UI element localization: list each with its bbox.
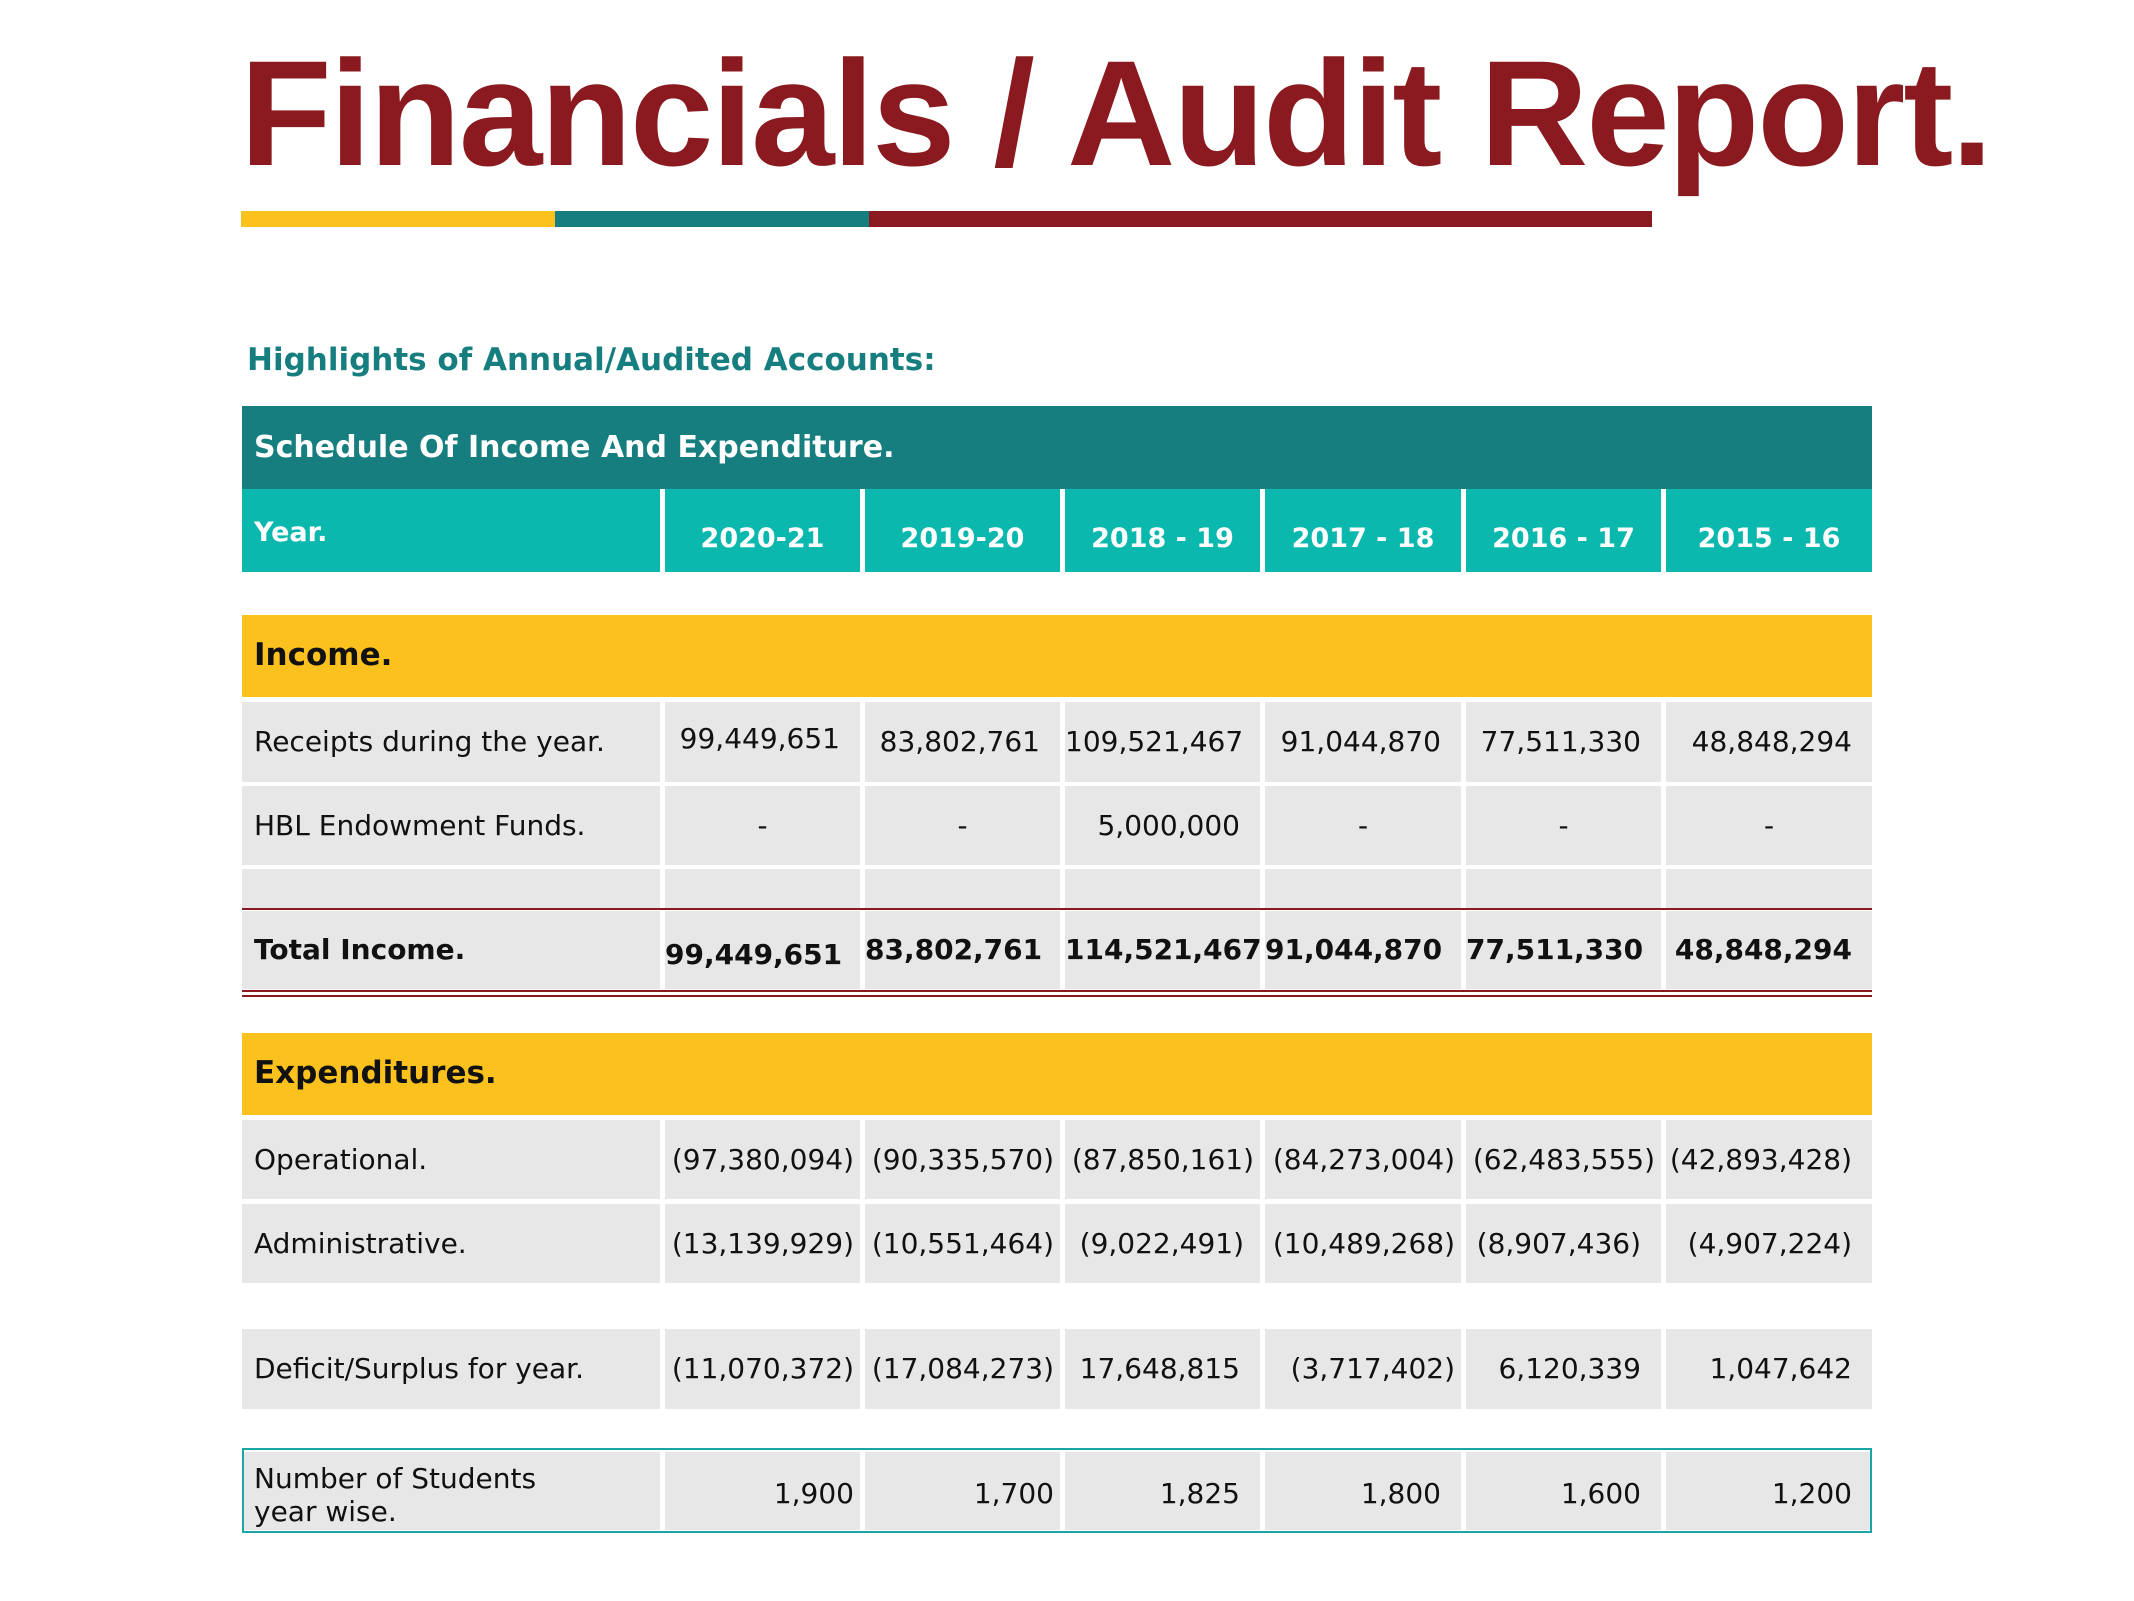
- table-cell: 83,802,761: [865, 911, 1060, 989]
- table-cell: 1,200: [1666, 1452, 1872, 1530]
- table-cell: -: [865, 786, 1060, 865]
- total-double-rule-1: [242, 990, 1872, 992]
- table-cell: (11,070,372): [665, 1329, 860, 1409]
- table-cell: (10,489,268): [1265, 1204, 1461, 1283]
- total-top-rule: [242, 908, 1872, 910]
- table-cell: 1,800: [1265, 1452, 1461, 1530]
- empty-row: [242, 869, 1872, 909]
- deficit-surplus-row: [242, 1329, 1872, 1409]
- row-label: HBL Endowment Funds.: [242, 786, 660, 865]
- total-double-rule-2: [242, 995, 1872, 997]
- year-header: 2020-21: [665, 489, 860, 572]
- schedule-title-bar: [242, 406, 1872, 489]
- accent-rule-yellow: [241, 211, 555, 227]
- table-row: [242, 702, 1872, 782]
- year-header: 2016 - 17: [1466, 489, 1661, 572]
- table-cell: (10,551,464): [865, 1204, 1060, 1283]
- income-heading: Income.: [254, 637, 393, 673]
- year-label: Year.: [242, 489, 660, 572]
- year-header: 2017 - 18: [1265, 489, 1461, 572]
- row-label: Operational.: [242, 1120, 660, 1199]
- row-label: Total Income.: [242, 911, 660, 989]
- accent-rule-teal: [555, 211, 869, 227]
- table-cell: (90,335,570): [865, 1120, 1060, 1199]
- row-label: Receipts during the year.: [242, 702, 660, 782]
- table-cell: 1,900: [665, 1452, 860, 1530]
- table-cell: -: [1466, 786, 1661, 865]
- total-income-row: [242, 911, 1872, 989]
- table-cell: 99,449,651: [665, 911, 860, 989]
- table-row: [242, 1120, 1872, 1199]
- table-cell: (87,850,161): [1065, 1120, 1260, 1199]
- expenditures-heading: Expenditures.: [254, 1055, 497, 1091]
- table-cell: 83,802,761: [865, 702, 1060, 782]
- accent-rule-maroon: [869, 211, 1652, 227]
- year-header: 2019-20: [865, 489, 1060, 572]
- table-cell: (62,483,555): [1466, 1120, 1661, 1199]
- table-cell: -: [1666, 786, 1872, 865]
- table-cell: (42,893,428): [1666, 1120, 1872, 1199]
- schedule-title: Schedule Of Income And Expenditure.: [254, 430, 895, 465]
- row-label: Administrative.: [242, 1204, 660, 1283]
- year-header-row: [242, 489, 1872, 572]
- table-cell: 91,044,870: [1265, 911, 1461, 989]
- table-cell: 114,521,467: [1065, 911, 1260, 989]
- table-cell: (17,084,273): [865, 1329, 1060, 1409]
- table-row: [242, 1204, 1872, 1283]
- table-cell: 6,120,339: [1466, 1329, 1661, 1409]
- table-cell: 99,449,651: [665, 702, 860, 782]
- table-cell: (84,273,004): [1265, 1120, 1461, 1199]
- table-row: [242, 786, 1872, 865]
- students-row-border: [242, 1448, 1872, 1533]
- table-cell: 5,000,000: [1065, 786, 1260, 865]
- table-cell: 1,047,642: [1666, 1329, 1872, 1409]
- table-cell: 91,044,870: [1265, 702, 1461, 782]
- table-cell: 1,700: [865, 1452, 1060, 1530]
- expenditures-section-bar: [242, 1033, 1872, 1115]
- students-label-line2: year wise.: [254, 1495, 397, 1528]
- table-cell: 1,600: [1466, 1452, 1661, 1530]
- table-cell: (8,907,436): [1466, 1204, 1661, 1283]
- table-cell: (4,907,224): [1666, 1204, 1872, 1283]
- students-label-line1: Number of Students: [254, 1462, 537, 1495]
- table-cell: (9,022,491): [1065, 1204, 1260, 1283]
- table-cell: (3,717,402): [1265, 1329, 1461, 1409]
- table-cell: -: [1265, 786, 1461, 865]
- row-label: Deficit/Surplus for year.: [242, 1329, 660, 1409]
- table-cell: 48,848,294: [1666, 911, 1872, 989]
- table-cell: 1,825: [1065, 1452, 1260, 1530]
- section-subtitle: Highlights of Annual/Audited Accounts:: [247, 342, 936, 378]
- income-section-bar: [242, 615, 1872, 697]
- page-title: Financials / Audit Report.: [240, 29, 1991, 197]
- table-cell: (13,139,929): [665, 1204, 860, 1283]
- year-header: 2015 - 16: [1666, 489, 1872, 572]
- table-cell: 77,511,330: [1466, 911, 1661, 989]
- table-cell: 109,521,467: [1065, 702, 1260, 782]
- table-cell: (97,380,094): [665, 1120, 860, 1199]
- table-cell: 48,848,294: [1666, 702, 1872, 782]
- table-cell: -: [665, 786, 860, 865]
- table-cell: 17,648,815: [1065, 1329, 1260, 1409]
- table-cell: 77,511,330: [1466, 702, 1661, 782]
- year-header: 2018 - 19: [1065, 489, 1260, 572]
